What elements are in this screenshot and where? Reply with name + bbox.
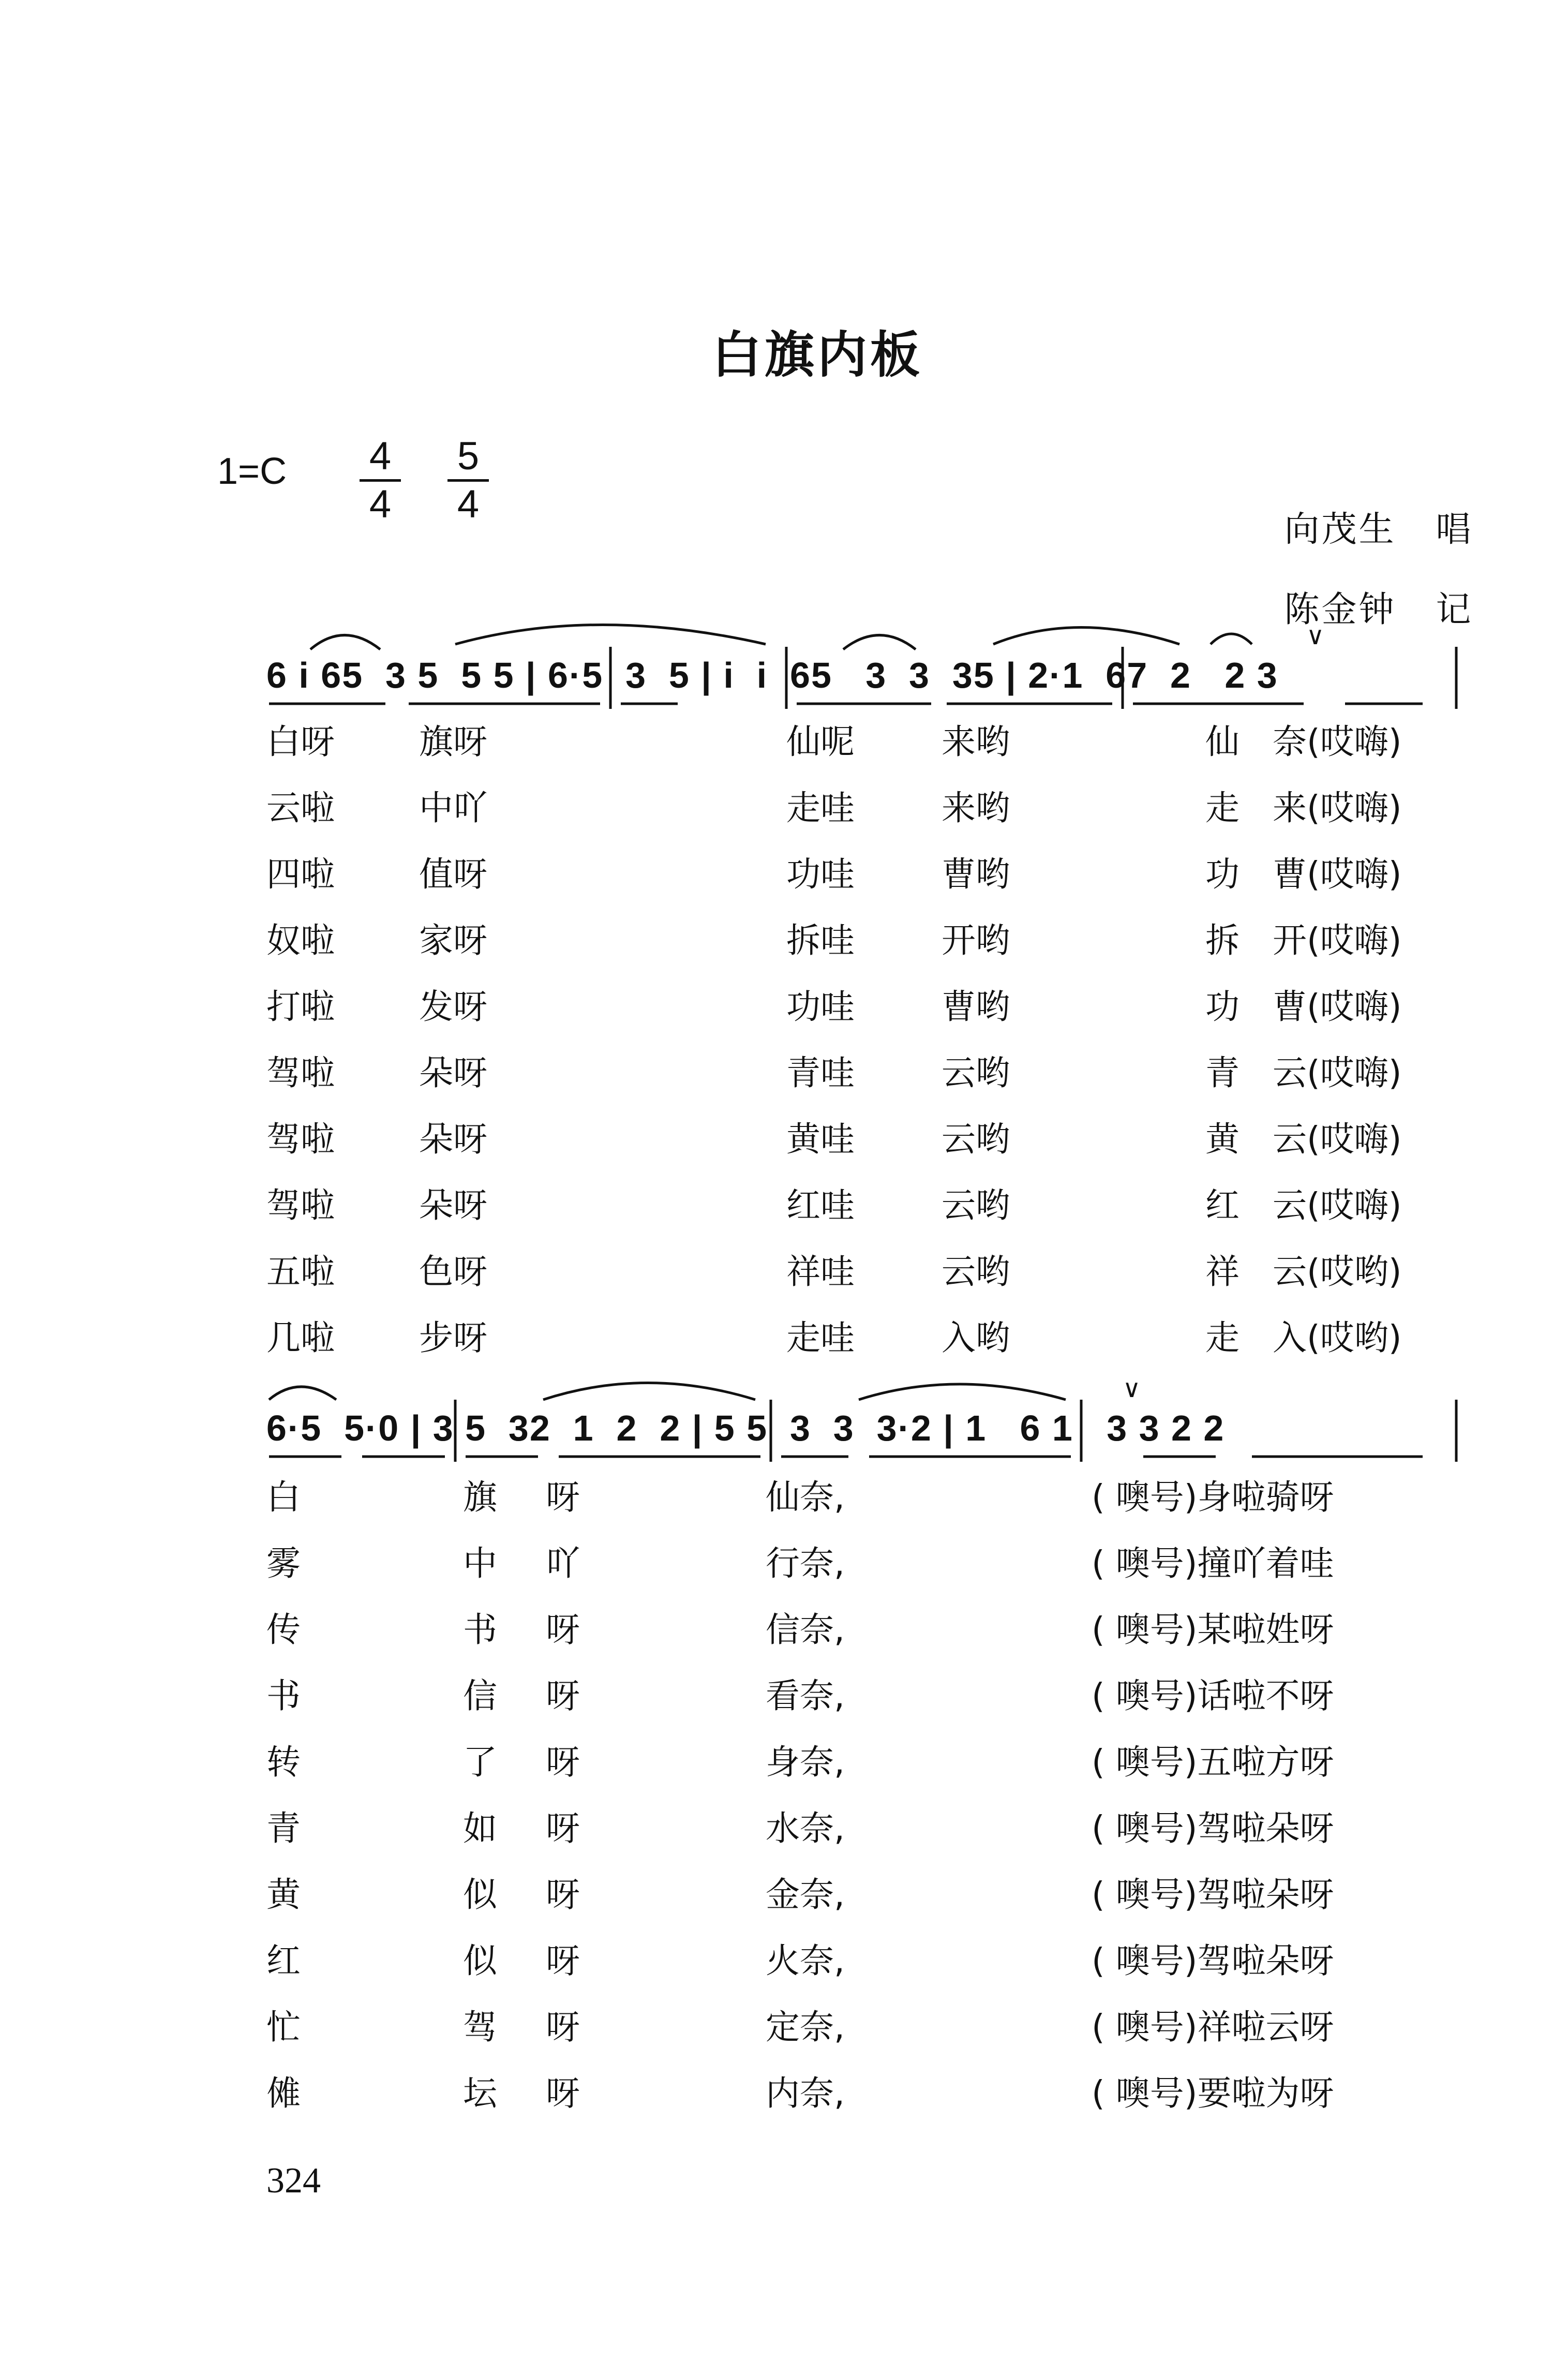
lyric-cell: 来(哎嗨) — [1273, 788, 1402, 828]
lyric-cell: 呀 — [546, 1808, 580, 1848]
lyric-cell: ( 噢号)祥啦云呀 — [1092, 2007, 1334, 2047]
page-number: 324 — [266, 2161, 321, 2201]
lyric-cell: 黄 — [266, 1875, 301, 1915]
slur-mark — [843, 635, 916, 650]
lyric-cell: 走 — [1205, 788, 1240, 828]
lyric-cell: 拆 — [1205, 921, 1240, 960]
lyric-cell: 呀 — [546, 1941, 580, 1981]
lyric-cell: 如 — [463, 1808, 497, 1848]
lyric-cell: 呀 — [546, 1477, 580, 1517]
key-signature: 1=C — [217, 451, 287, 492]
lyric-cell: 祥 — [1205, 1252, 1240, 1292]
lyric-cell: 功哇 — [786, 854, 855, 894]
lyric-cell: 书 — [266, 1676, 301, 1716]
lyric-cell: 步呀 — [419, 1318, 487, 1358]
lyric-cell: 仙呢 — [786, 722, 855, 762]
lyric-cell: 旗呀 — [419, 722, 487, 762]
time-sig-denominator: 4 — [447, 479, 489, 527]
lyric-cell: 仙 — [1205, 722, 1240, 762]
lyric-cell: 色呀 — [419, 1252, 487, 1292]
breath-mark: ∨ — [1306, 622, 1325, 650]
lyric-cell: 入(哎哟) — [1273, 1318, 1402, 1358]
lyric-cell: 看奈, — [766, 1676, 845, 1716]
lyric-cell: 走 — [1205, 1318, 1240, 1358]
breath-mark: ∨ — [1123, 1375, 1141, 1403]
lyric-cell: ( 噢号)某啦姓呀 — [1092, 1610, 1334, 1650]
lyric-cell: 似 — [463, 1875, 497, 1915]
song-title: 白旗内板 — [712, 326, 923, 384]
lyric-cell: 值呀 — [419, 854, 487, 894]
lyric-cell: 仙奈, — [766, 1477, 845, 1517]
lyric-cell: ( 噢号)驾啦朵呀 — [1092, 1875, 1334, 1915]
lyric-cell: ( 噢号)话啦不呀 — [1092, 1676, 1334, 1716]
lyric-cell: ( 噢号)驾啦朵呀 — [1092, 1941, 1334, 1981]
lyric-cell: 似 — [463, 1941, 497, 1981]
lyric-cell: 定奈, — [766, 2007, 845, 2047]
lyric-cell: 云(哎哟) — [1273, 1252, 1402, 1292]
lyric-cell: 祥哇 — [786, 1252, 855, 1292]
lyric-cell: 了 — [463, 1742, 497, 1782]
lyric-cell: 火奈, — [766, 1941, 845, 1981]
lyric-cell: 走哇 — [786, 788, 855, 828]
slur-mark — [455, 625, 766, 645]
slur-mark — [993, 628, 1179, 645]
lyric-cell: 白呀 — [266, 722, 335, 762]
lyric-cell: 云(哎嗨) — [1273, 1185, 1402, 1225]
lyric-cell: 打啦 — [266, 987, 335, 1027]
lyric-cell: 云啦 — [266, 788, 335, 828]
fermata-mark — [1211, 634, 1252, 644]
lyric-cell: 黄哇 — [786, 1119, 855, 1159]
lyric-cell: 驾 — [463, 2007, 497, 2047]
lyric-cell: 功 — [1205, 987, 1240, 1027]
lyric-cell: 驾啦 — [266, 1119, 335, 1159]
lyric-cell: 身奈, — [766, 1742, 845, 1782]
lyric-cell: ( 噢号)要啦为呀 — [1092, 2073, 1334, 2113]
lyric-cell: 青 — [1205, 1053, 1240, 1093]
lyric-cell: 呀 — [546, 1610, 580, 1650]
slur-mark — [269, 1387, 336, 1400]
lyric-cell: 来哟 — [942, 722, 1010, 762]
lyric-cell: 发呀 — [419, 987, 487, 1027]
notation-line-1: 6 i 65 3 5 5 5 | 6·5 3 5 | i i 65 3 3 35 | 2·1 67 2 2 3 — [266, 655, 1278, 695]
lyric-cell: 红 — [266, 1941, 301, 1981]
lyric-cell: 坛 — [463, 2073, 497, 2113]
lyric-cell: 几啦 — [266, 1318, 335, 1358]
lyric-cell: 奴啦 — [266, 921, 335, 960]
lyric-cell: 驾啦 — [266, 1053, 335, 1093]
lyric-cell: 开(哎嗨) — [1273, 921, 1402, 960]
lyric-cell: 水奈, — [766, 1808, 845, 1848]
lyric-cell: 忙 — [266, 2007, 301, 2047]
lyric-cell: 吖 — [546, 1544, 580, 1583]
lyric-cell: 云(哎嗨) — [1273, 1053, 1402, 1093]
lyric-cell: ( 噢号)身啦骑呀 — [1092, 1477, 1334, 1517]
lyric-cell: 传 — [266, 1610, 301, 1650]
lyric-cell: 信 — [463, 1676, 497, 1716]
lyric-cell: ( 噢号)撞吖着哇 — [1092, 1544, 1334, 1583]
lyric-cell: 呀 — [546, 2007, 580, 2047]
lyric-cell: 旗 — [463, 1477, 497, 1517]
lyric-cell: 白 — [266, 1477, 301, 1517]
lyric-cell: 信奈, — [766, 1610, 845, 1650]
lyric-cell: 奈(哎嗨) — [1273, 722, 1402, 762]
lyric-cell: 呀 — [546, 1676, 580, 1716]
lyric-cell: 黄 — [1205, 1119, 1240, 1159]
recorder-name: 陈金钟 — [1284, 589, 1396, 630]
lyric-cell: 朵呀 — [419, 1119, 487, 1159]
time-sig-numerator: 5 — [457, 434, 480, 478]
lyric-cell: 呀 — [546, 2073, 580, 2113]
lyric-cell: 五啦 — [266, 1252, 335, 1292]
lyric-cell: 中吖 — [419, 788, 487, 828]
lyric-cell: 云(哎嗨) — [1273, 1119, 1402, 1159]
lyric-cell: 青 — [266, 1808, 301, 1848]
lyric-cell: 金奈, — [766, 1875, 845, 1915]
lyric-cell: 中 — [463, 1544, 497, 1583]
lyric-cell: 雾 — [266, 1544, 301, 1583]
lyric-cell: 拆哇 — [786, 921, 855, 960]
lyric-cell: 走哇 — [786, 1318, 855, 1358]
lyric-cell: 曹(哎嗨) — [1273, 854, 1402, 894]
lyric-cell: 红哇 — [786, 1185, 855, 1225]
lyric-cell: 呀 — [546, 1742, 580, 1782]
lyric-cell: ( 噢号)五啦方呀 — [1092, 1742, 1334, 1782]
lyric-cell: 云哟 — [942, 1053, 1010, 1093]
singer-name: 向茂生 — [1284, 509, 1396, 550]
lyric-cell: 云哟 — [942, 1119, 1010, 1159]
lyric-cell: 功 — [1205, 854, 1240, 894]
lyric-cell: 傩 — [266, 2073, 301, 2113]
lyric-cell: 内奈, — [766, 2073, 845, 2113]
slur-mark — [859, 1384, 1066, 1400]
lyric-cell: ( 噢号)驾啦朵呀 — [1092, 1808, 1334, 1848]
lyric-cell: 驾啦 — [266, 1185, 335, 1225]
lyric-cell: 曹哟 — [942, 987, 1010, 1027]
recorder-role: 记 — [1436, 589, 1473, 630]
notation-line-2: 6·5 5·0 | 3 5 32 1 2 2 | 5 5 3 3 3·2 | 1 6 1 3 3 2 2 — [266, 1408, 1225, 1448]
lyric-cell: 朵呀 — [419, 1185, 487, 1225]
time-sig-denominator: 4 — [360, 479, 401, 527]
lyric-cell: 云哟 — [942, 1252, 1010, 1292]
lyric-cell: 曹哟 — [942, 854, 1010, 894]
slur-mark — [310, 635, 380, 650]
lyric-cell: 来哟 — [942, 788, 1010, 828]
lyric-cell: 开哟 — [942, 921, 1010, 960]
slur-mark — [543, 1383, 755, 1400]
time-sig-numerator: 4 — [369, 434, 392, 478]
lyric-cell: 转 — [266, 1742, 301, 1782]
lyric-cell: 云哟 — [942, 1185, 1010, 1225]
lyric-cell: 呀 — [546, 1875, 580, 1915]
lyric-cell: 书 — [463, 1610, 497, 1650]
lyric-cell: 入哟 — [942, 1318, 1010, 1358]
lyric-cell: 曹(哎嗨) — [1273, 987, 1402, 1027]
lyric-cell: 朵呀 — [419, 1053, 487, 1093]
lyric-cell: 红 — [1205, 1185, 1240, 1225]
lyric-cell: 青哇 — [786, 1053, 855, 1093]
lyric-cell: 功哇 — [786, 987, 855, 1027]
singer-role: 唱 — [1436, 509, 1473, 550]
lyric-cell: 四啦 — [266, 854, 335, 894]
lyric-cell: 家呀 — [419, 921, 487, 960]
lyric-cell: 行奈, — [766, 1544, 845, 1583]
